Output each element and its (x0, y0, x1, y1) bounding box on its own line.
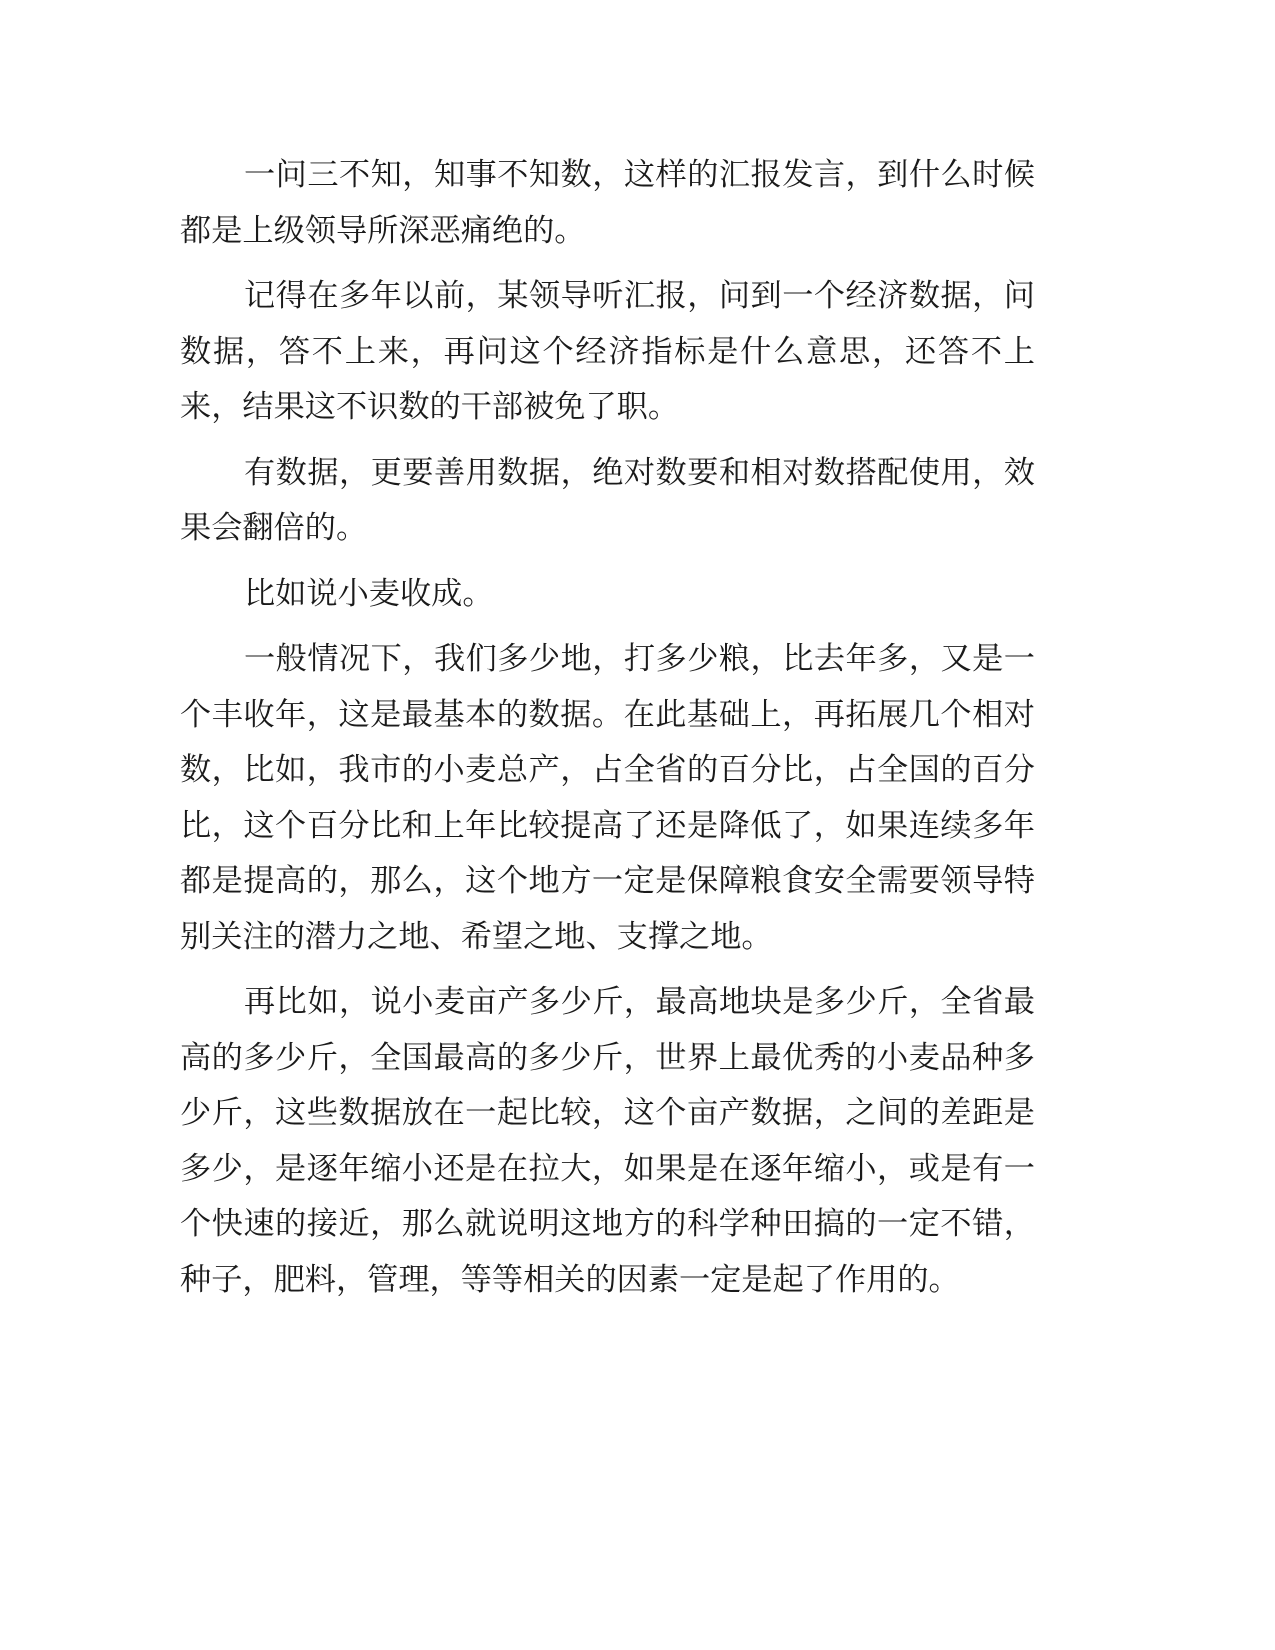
document-body (180, 148, 1035, 1318)
paragraph-5: 一般情况下，我们多少地，打多少粮，比去年多，又是一个丰收年，这是最基本的数据。在此基础上，再拓展几个相对数，比如，我市的小麦总产，占全省的百分比，占全国的百分比，这个百分比和上年比较提高了还是降低了，如果连续多年都是提高的，那么，这个地方一定是保障粮食安全需要领导特别关注的潜力之地、希望之地、支撑之地。 (180, 641, 1035, 955)
paragraph-1: 一问三不知，知事不知数，这样的汇报发言，到什么时候都是上级领导所深恶痛绝的。 (180, 157, 1035, 249)
paragraph-3: 有数据，更要善用数据，绝对数要和相对数搭配使用，效果会翻倍的。 (180, 454, 1035, 546)
paragraph-6: 再比如，说小麦亩产多少斤，最高地块是多少斤，全省最高的多少斤，全国最高的多少斤，世界上最优秀的小麦品种多少斤，这些数据放在一起比较，这个亩产数据，之间的差距是多少，是逐年缩小还是在拉大，如果是在逐年缩小，或是有一个快速的接近，那么就说明这地方的科学种田搞的一定不错，种子，肥料，管理，等等相关的因素一定是起了作用的。 (180, 984, 1035, 1298)
paragraph-4: 比如说小麦收成。 (244, 575, 494, 612)
paragraph-2: 记得在多年以前，某领导听汇报，问到一个经济数据，问数据，答不上来，再问这个经济指标是什么意思，还答不上来，结果这不识数的干部被免了职。 (180, 278, 1035, 425)
